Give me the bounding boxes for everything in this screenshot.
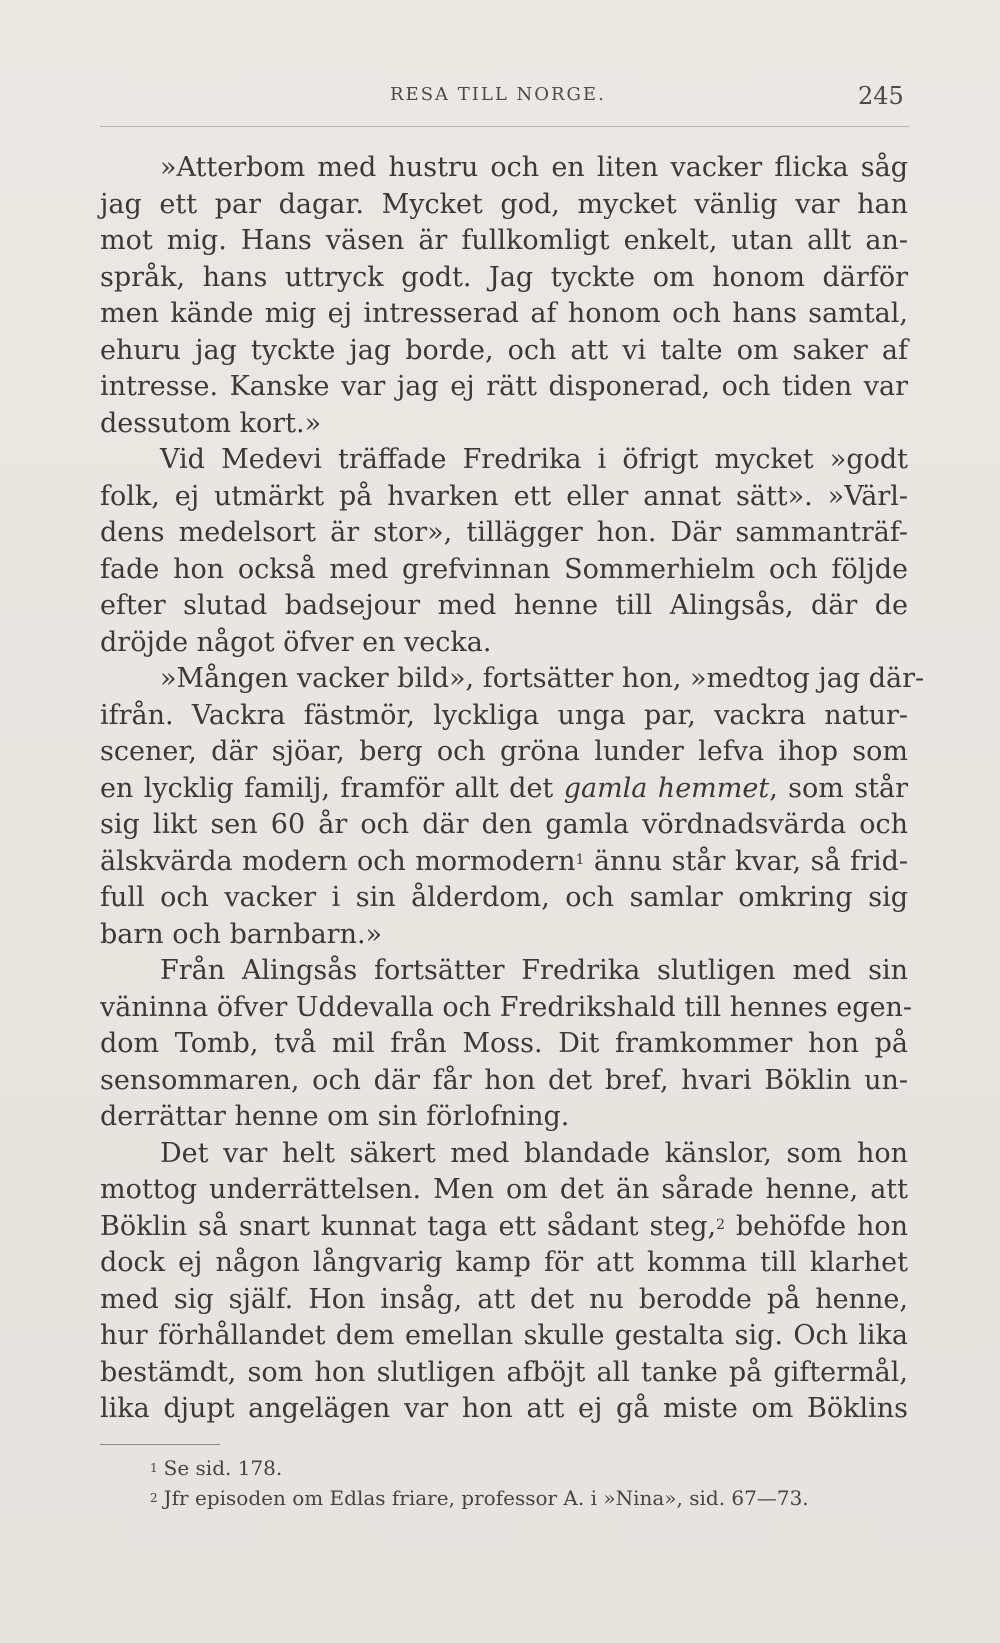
italic-phrase: gamla hemmet [563,772,770,804]
footnote-mark: 1 [150,1461,158,1475]
running-title: RESA TILL NORGE. [390,84,606,105]
text-line: barn och barnbarn.» [100,918,383,950]
text-segment: en lycklig familj, framför allt det [100,772,564,804]
text-line: efter slutad badsejour med henne till Alingsås, där de [100,590,908,621]
text-line-with-note [100,1209,908,1246]
text-segment: , som står [769,772,909,804]
text-line: språk, hans uttryck godt. Jag tyckte om honom därför [100,261,908,293]
text-segment: älskvärda modern och mormodern [100,845,576,877]
text-line: med sig själf. Hon insåg, att det nu berodde på henne, [100,1283,908,1315]
footnote-text: Se sid. 178. [163,1456,283,1480]
text-line: dens medelsort är stor», tillägger hon. Där sammanträf- [100,517,908,548]
text-line: väninna öfver Uddevalla och Fredrikshald till hennes egen- [100,991,913,1023]
text-line: full och vacker i sin ålderdom, och samlar omkring sig [100,882,908,913]
footnote-rule [100,1444,220,1445]
text-line: Från Alingsås fortsätter Fredrika slutligen med sin [160,955,908,986]
footnote-ref-2: 2 [716,1216,725,1233]
text-line: »Atterbom med hustru och en liten vacker flicka såg [160,152,908,183]
text-line: jag ett par dagar. Mycket god, mycket vänlig var han [100,188,908,220]
footnotes [150,1453,910,1513]
text-segment: Böklin så snart kunnat taga ett sådant steg, [100,1210,717,1242]
running-head [0,82,1000,114]
header-rule [100,126,910,127]
footnote-2 [150,1483,910,1513]
footnote-text: Jfr episoden om Edlas friare, professor A. i »Nina», sid. 67—73. [163,1486,809,1510]
page-number: 245 [858,82,904,110]
body-text [100,150,925,1428]
text-line-with-note [100,844,908,881]
text-line: scener, där sjöar, berg och gröna lunder lefva ihop som [100,736,908,767]
text-line-with-italic [100,771,908,808]
text-line: dessutom kort.» [100,407,322,439]
text-line: ehuru jag tyckte jag borde, och att vi talte om saker af [100,334,908,366]
text-line: Vid Medevi träffade Fredrika i öfrigt mycket »godt [160,444,908,475]
text-line: dom Tomb, två mil från Moss. Dit framkommer hon på [100,1028,908,1059]
text-line: men kände mig ej intresserad af honom och hans samtal, [100,298,908,329]
text-segment: behöfde hon [725,1210,908,1242]
text-line: folk, ej utmärkt på hvarken ett eller annat sätt». »Värl- [100,480,908,512]
text-line: dröjde något öfver en vecka. [100,626,492,658]
text-line: bestämdt, som hon slutligen afböjt all tanke på giftermål, [100,1356,908,1388]
footnote-ref-1: 1 [575,851,585,868]
text-line: lika djupt angelägen var hon att ej gå miste om Böklins [100,1393,908,1424]
text-line: mot mig. Hans väsen är fullkomligt enkelt, utan allt an- [100,225,908,256]
text-segment: ännu står kvar, så frid- [584,845,908,877]
footnote-mark: 2 [150,1491,158,1505]
text-line: fade hon också med grefvinnan Sommerhielm och följde [100,553,908,585]
text-line: mottog underrättelsen. Men om det än sårade henne, att [100,1174,908,1205]
footnote-1 [150,1453,910,1483]
text-line: Det var helt säkert med blandade känslor, som hon [160,1137,908,1169]
text-line: intresse. Kanske var jag ej rätt disponerad, och tiden var [100,371,908,402]
text-line: sig likt sen 60 år och där den gamla vördnadsvärda och [100,809,908,840]
text-line: derrättar henne om sin förlofning. [100,1101,570,1132]
text-line: hur förhållandet dem emellan skulle gestalta sig. Och lika [100,1320,908,1351]
text-line: »Mången vacker bild», fortsätter hon, »medtog jag där- [160,663,925,694]
text-line: dock ej någon långvarig kamp för att komma till klarhet [100,1247,908,1278]
text-line: sensommaren, och där får hon det bref, hvari Böklin un- [100,1064,908,1096]
text-line: ifrån. Vackra fästmör, lyckliga unga par, vackra natur- [100,699,908,731]
